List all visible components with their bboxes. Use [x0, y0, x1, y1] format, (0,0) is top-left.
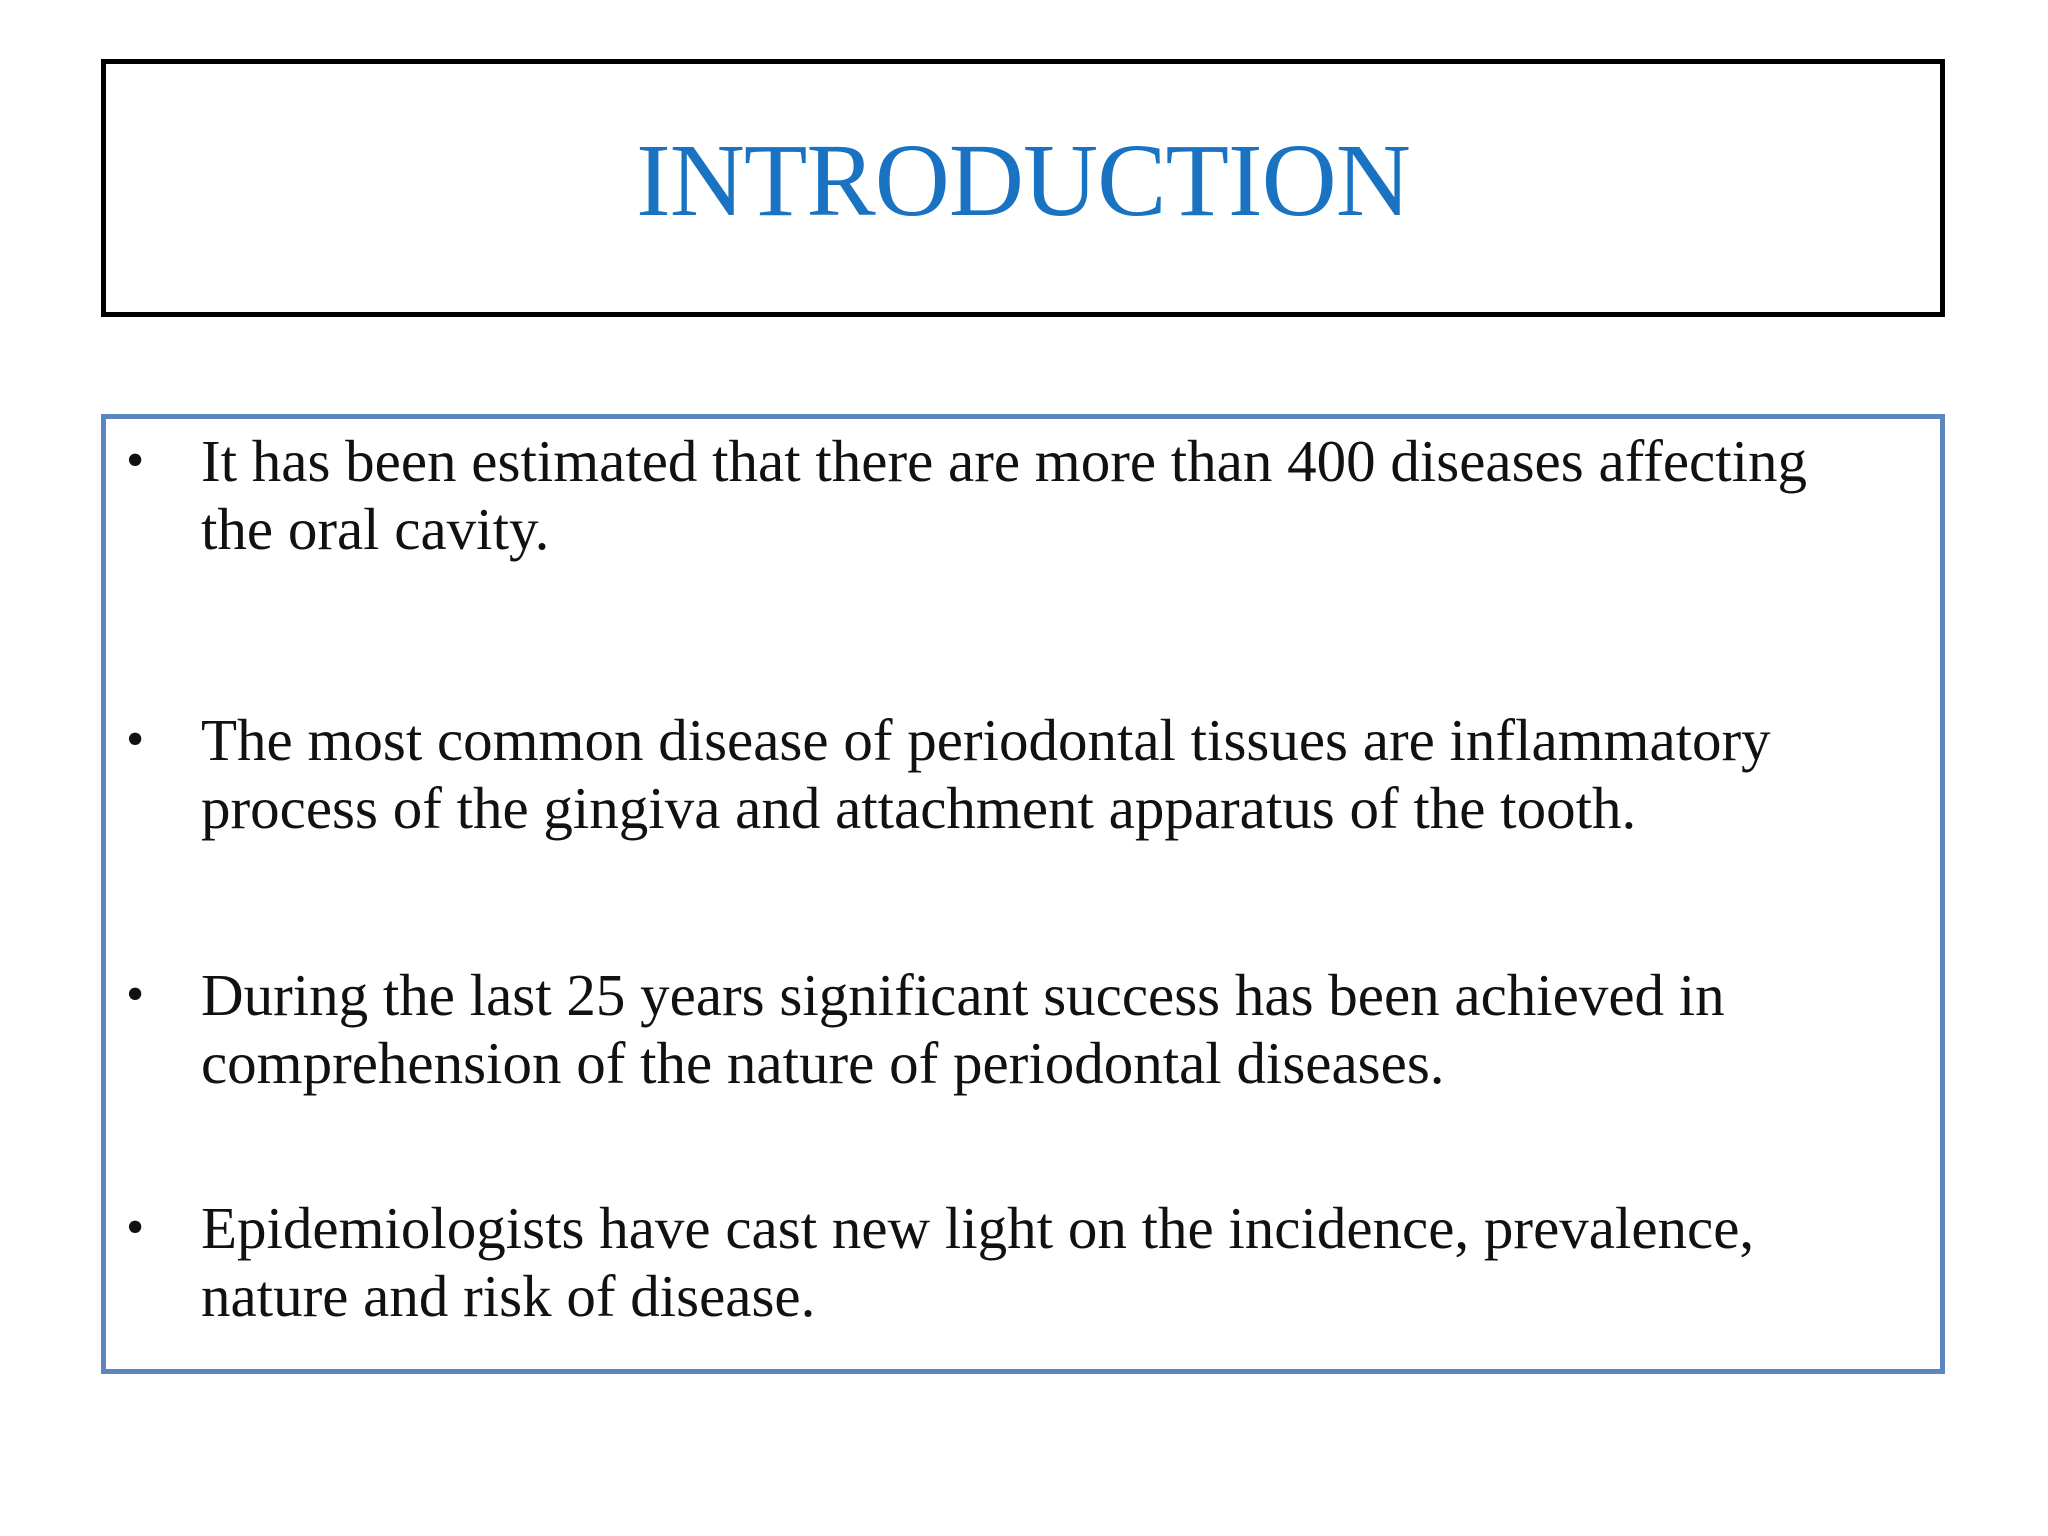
- bullet-4-line-1: Epidemiologists have cast new light on the incidence, prevalence,: [201, 1195, 1755, 1261]
- content-box: [101, 414, 1945, 1374]
- slide-title: INTRODUCTION: [636, 123, 1410, 238]
- bullet-text-4: [201, 1194, 1941, 1330]
- bullet-2-line-1: The most common disease of periodontal tissues are inflammatory: [201, 707, 1771, 773]
- bullet-1-line-2: the oral cavity.: [201, 496, 550, 562]
- bullet-icon: •: [126, 711, 145, 768]
- bullet-1-line-1: It has been estimated that there are more than 400 diseases affecting: [201, 428, 1808, 494]
- bullet-2-line-2: process of the gingiva and attachment apparatus of the tooth.: [201, 775, 1637, 841]
- bullet-text-1: [201, 427, 1941, 563]
- bullet-text-2: [201, 706, 1941, 842]
- bullet-3-line-1: During the last 25 years significant success has been achieved in: [201, 962, 1725, 1028]
- bullet-icon: •: [126, 1199, 145, 1256]
- bullet-text-3: [201, 961, 1941, 1097]
- bullet-4-line-2: nature and risk of disease.: [201, 1263, 816, 1329]
- bullet-icon: •: [126, 966, 145, 1023]
- title-box: [101, 59, 1945, 317]
- bullet-icon: •: [126, 432, 145, 489]
- bullet-3-line-2: comprehension of the nature of periodontal diseases.: [201, 1030, 1445, 1096]
